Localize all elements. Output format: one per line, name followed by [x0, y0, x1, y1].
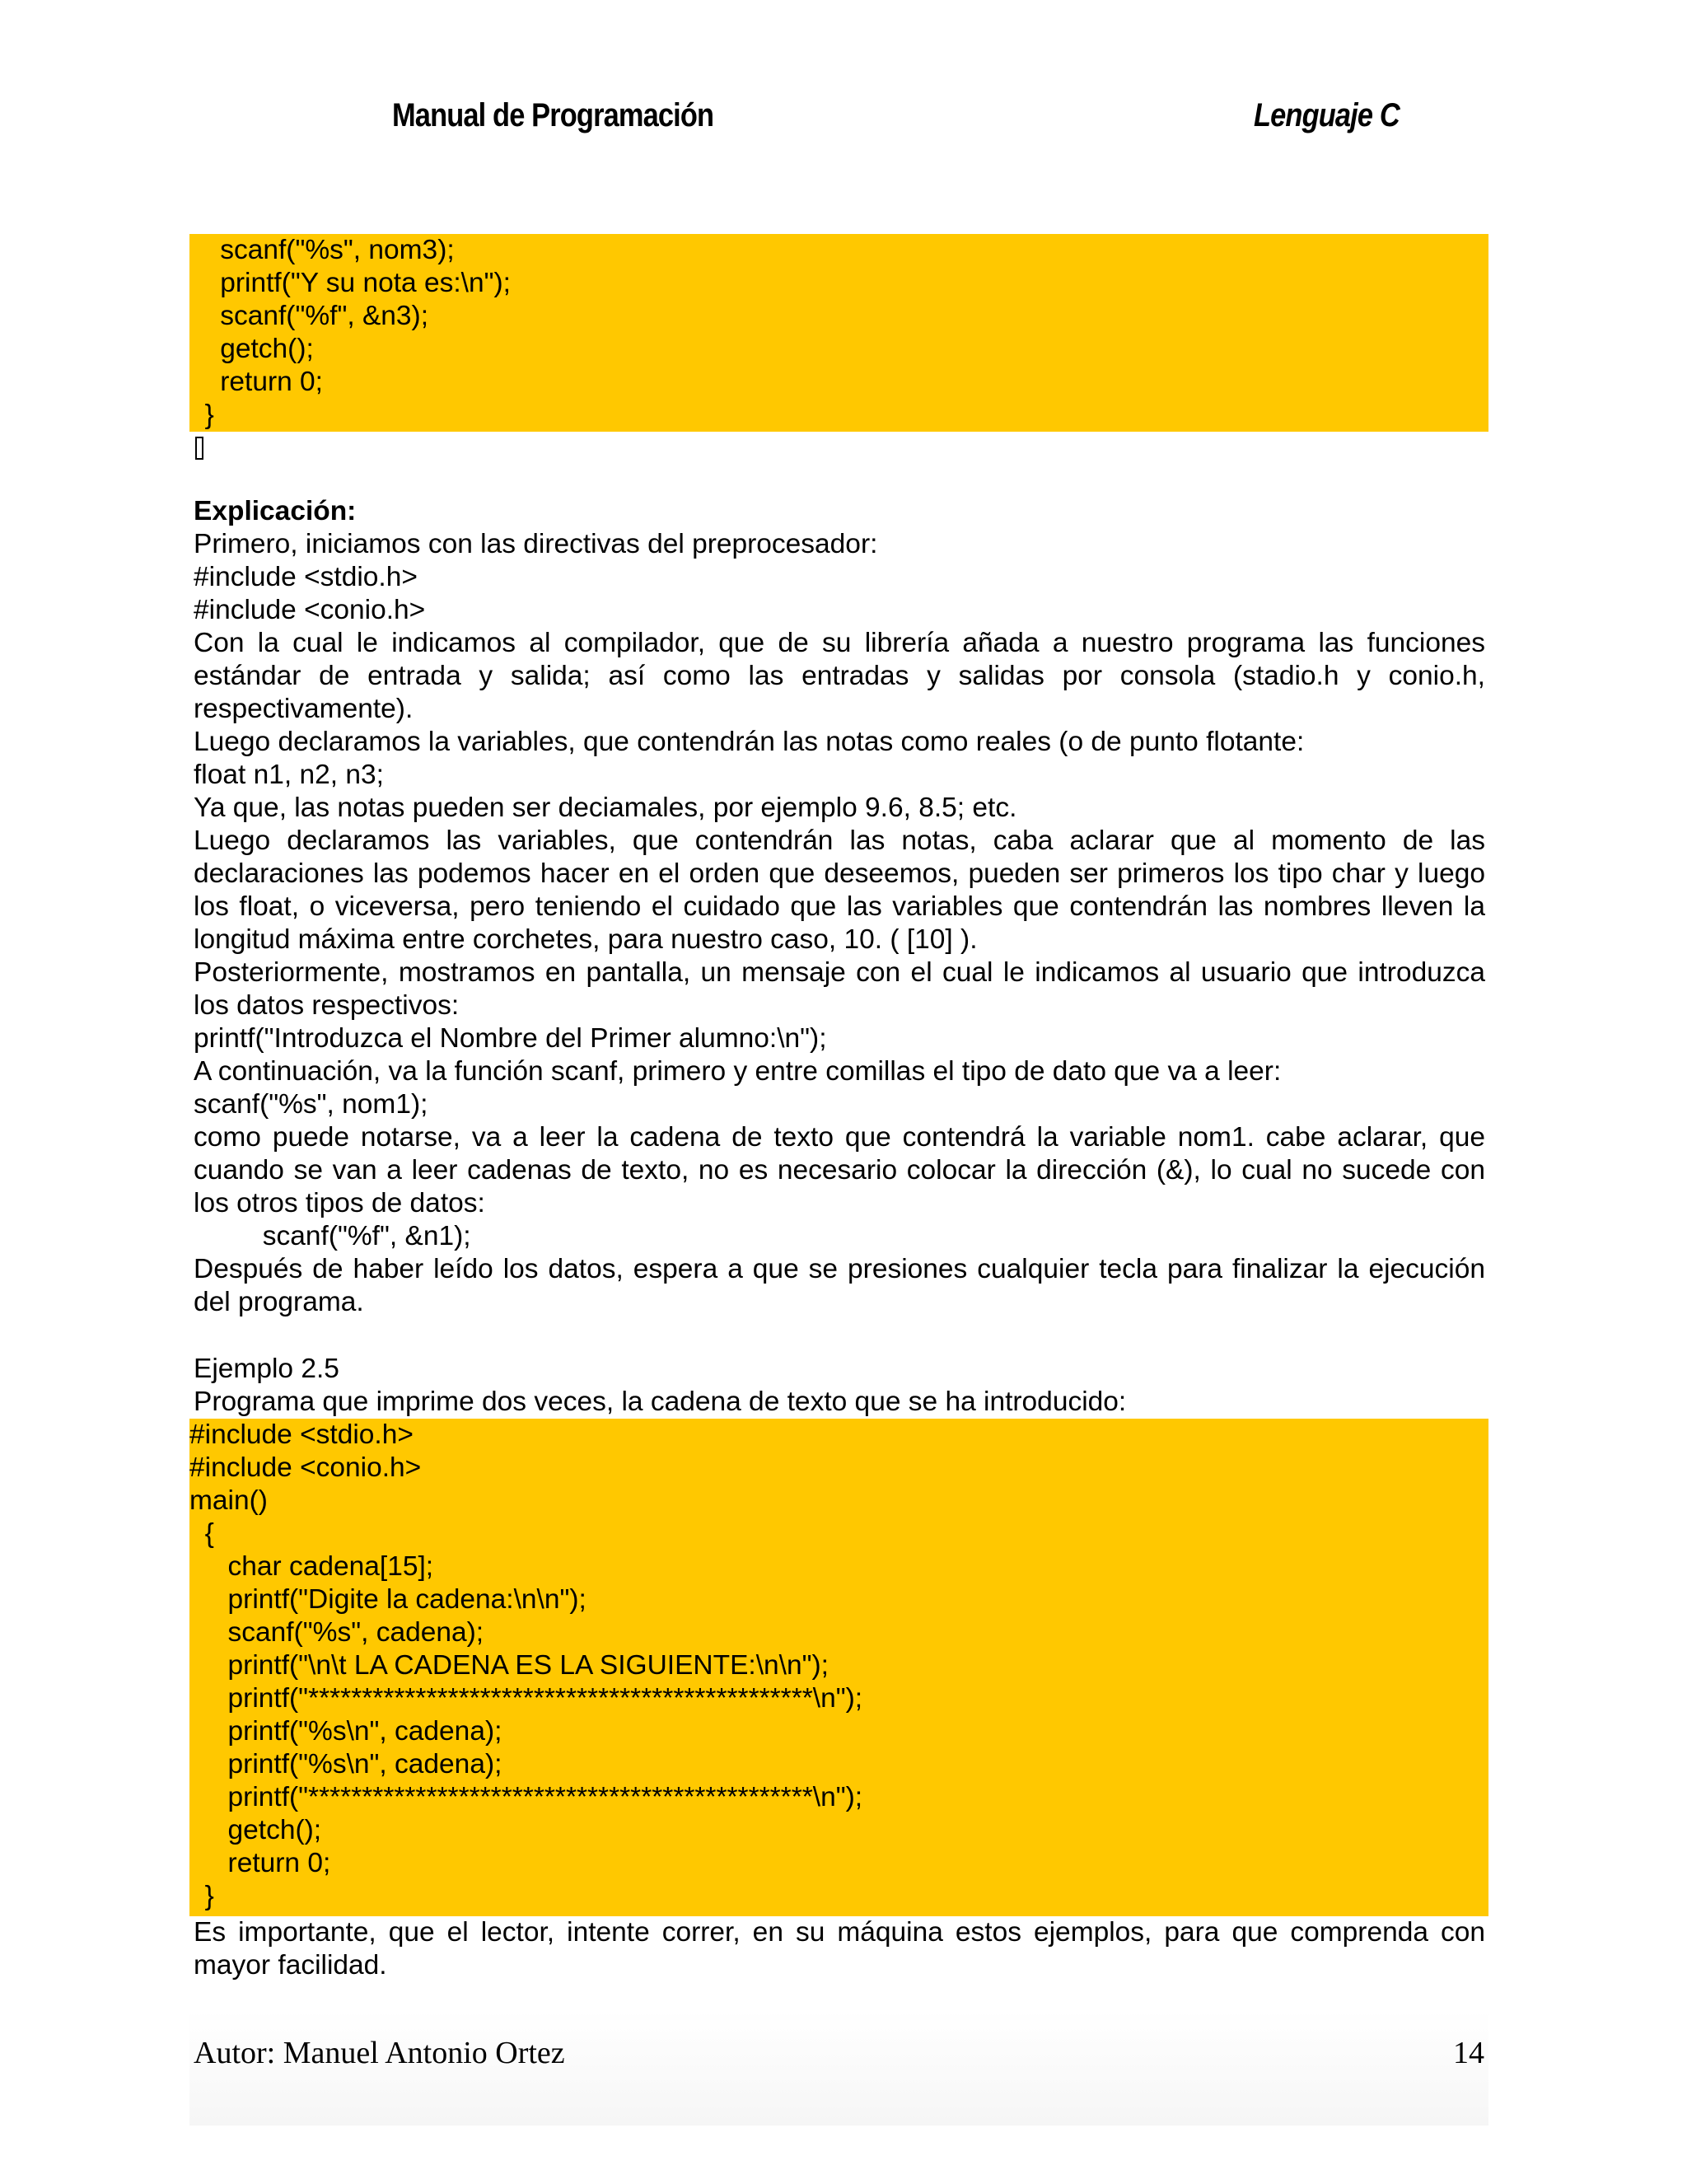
code-line: return 0;: [189, 367, 323, 397]
page-number: 14: [1453, 2036, 1484, 2070]
code-line: printf("%s\n", cadena);: [189, 1716, 502, 1747]
code-line: printf("\n\t LA CADENA ES LA SIGUIENTE:\n\n");: [189, 1650, 829, 1681]
code-line: scanf("%f", &n3);: [189, 301, 429, 331]
code-line: printf("***********************************************\n");: [189, 1782, 863, 1812]
code-line: printf("Digite la cadena:\n\n");: [189, 1584, 586, 1615]
closing-note: Es importante, que el lector, intente correr, en su máquina estos ejemplos, para que comprenda con mayor facilidad.: [194, 1917, 1485, 1981]
paragraph: Con la cual le indicamos al compilador, que de su librería añada a nuestro programa las funciones estándar de entrada y salida; así como las entradas y salidas por consola (stadio.h y conio.h, respectivamente).: [194, 628, 1485, 724]
explanation-heading: Explicación:: [194, 496, 357, 526]
paragraph: Después de haber leído los datos, espera a que se presiones cualquier tecla para finalizar la ejecución del programa.: [194, 1254, 1485, 1317]
header-left-title: Manual de Programación: [392, 97, 714, 133]
code-line: main(): [189, 1485, 268, 1516]
paragraph: Luego declaramos las variables, que contendrán las notas, caba aclarar que al momento de las declaraciones las podemos hacer en el orden que deseemos, pueden ser primeros los tipo char y luego los float, o viceversa, pero teniendo el cuidado que las variables que contendrán las nombres lleven la longitud máxima entre corchetes, para nuestro caso, 10. ( [10] ).: [194, 825, 1485, 955]
paragraph: como puede notarse, va a leer la cadena de texto que contendrá la variable nom1. cabe aclarar, que cuando se van a leer cadenas de texto, no es necesario colocar la dirección (&), lo cual no sucede con los otros tipos de datos:: [194, 1122, 1485, 1218]
code-line: printf("***********************************************\n");: [189, 1683, 863, 1714]
code-block-2: [189, 1419, 1488, 1916]
paragraph: #include <conio.h>: [194, 595, 426, 625]
code-line: {: [189, 1518, 214, 1549]
paragraph: Ya que, las notas pueden ser deciamales, por ejemplo 9.6, 8.5; etc.: [194, 793, 1017, 823]
paragraph: A continuación, va la función scanf, primero y entre comillas el tipo de dato que va a leer:: [194, 1056, 1282, 1087]
code-line: scanf("%s", nom3);: [189, 235, 455, 265]
paragraph: scanf("%f", &n1);: [194, 1221, 471, 1251]
header-right-title: Lenguaje C: [1254, 97, 1400, 133]
paragraph: float n1, n2, n3;: [194, 760, 384, 790]
code-block-1: [189, 234, 1488, 432]
code-line: }: [189, 1881, 214, 1911]
paragraph: Posteriormente, mostramos en pantalla, un mensaje con el cual le indicamos al usuario que introduzca los datos respectivos:: [194, 957, 1485, 1021]
example-title: Ejemplo 2.5: [194, 1354, 339, 1384]
paragraph: printf("Introduzca el Nombre del Primer alumno:\n");: [194, 1023, 827, 1054]
code-line: #include <stdio.h>: [189, 1419, 414, 1450]
footer-author: Autor: Manuel Antonio Ortez: [194, 2036, 565, 2070]
example-description: Programa que imprime dos veces, la cadena de texto que se ha introducido:: [194, 1387, 1127, 1417]
missing-glyph-box: [195, 437, 203, 460]
code-line: getch();: [189, 334, 314, 364]
code-line: char cadena[15];: [189, 1551, 434, 1582]
example-section: [194, 1353, 1485, 1419]
paragraph: Primero, iniciamos con las directivas del preprocesador:: [194, 529, 878, 559]
code-line: printf("Y su nota es:\n");: [189, 268, 511, 298]
code-line: }: [189, 400, 214, 430]
code-line: return 0;: [189, 1848, 331, 1878]
code-line: printf("%s\n", cadena);: [189, 1749, 502, 1779]
code-line: getch();: [189, 1815, 322, 1845]
paragraph: scanf("%s", nom1);: [194, 1089, 428, 1120]
code-line: scanf("%s", cadena);: [189, 1617, 484, 1648]
paragraph: Luego declaramos la variables, que contendrán las notas como reales (o de punto flotante:: [194, 727, 1305, 757]
explanation-section: [194, 495, 1485, 1319]
paragraph: #include <stdio.h>: [194, 562, 418, 592]
code-line: #include <conio.h>: [189, 1452, 422, 1483]
